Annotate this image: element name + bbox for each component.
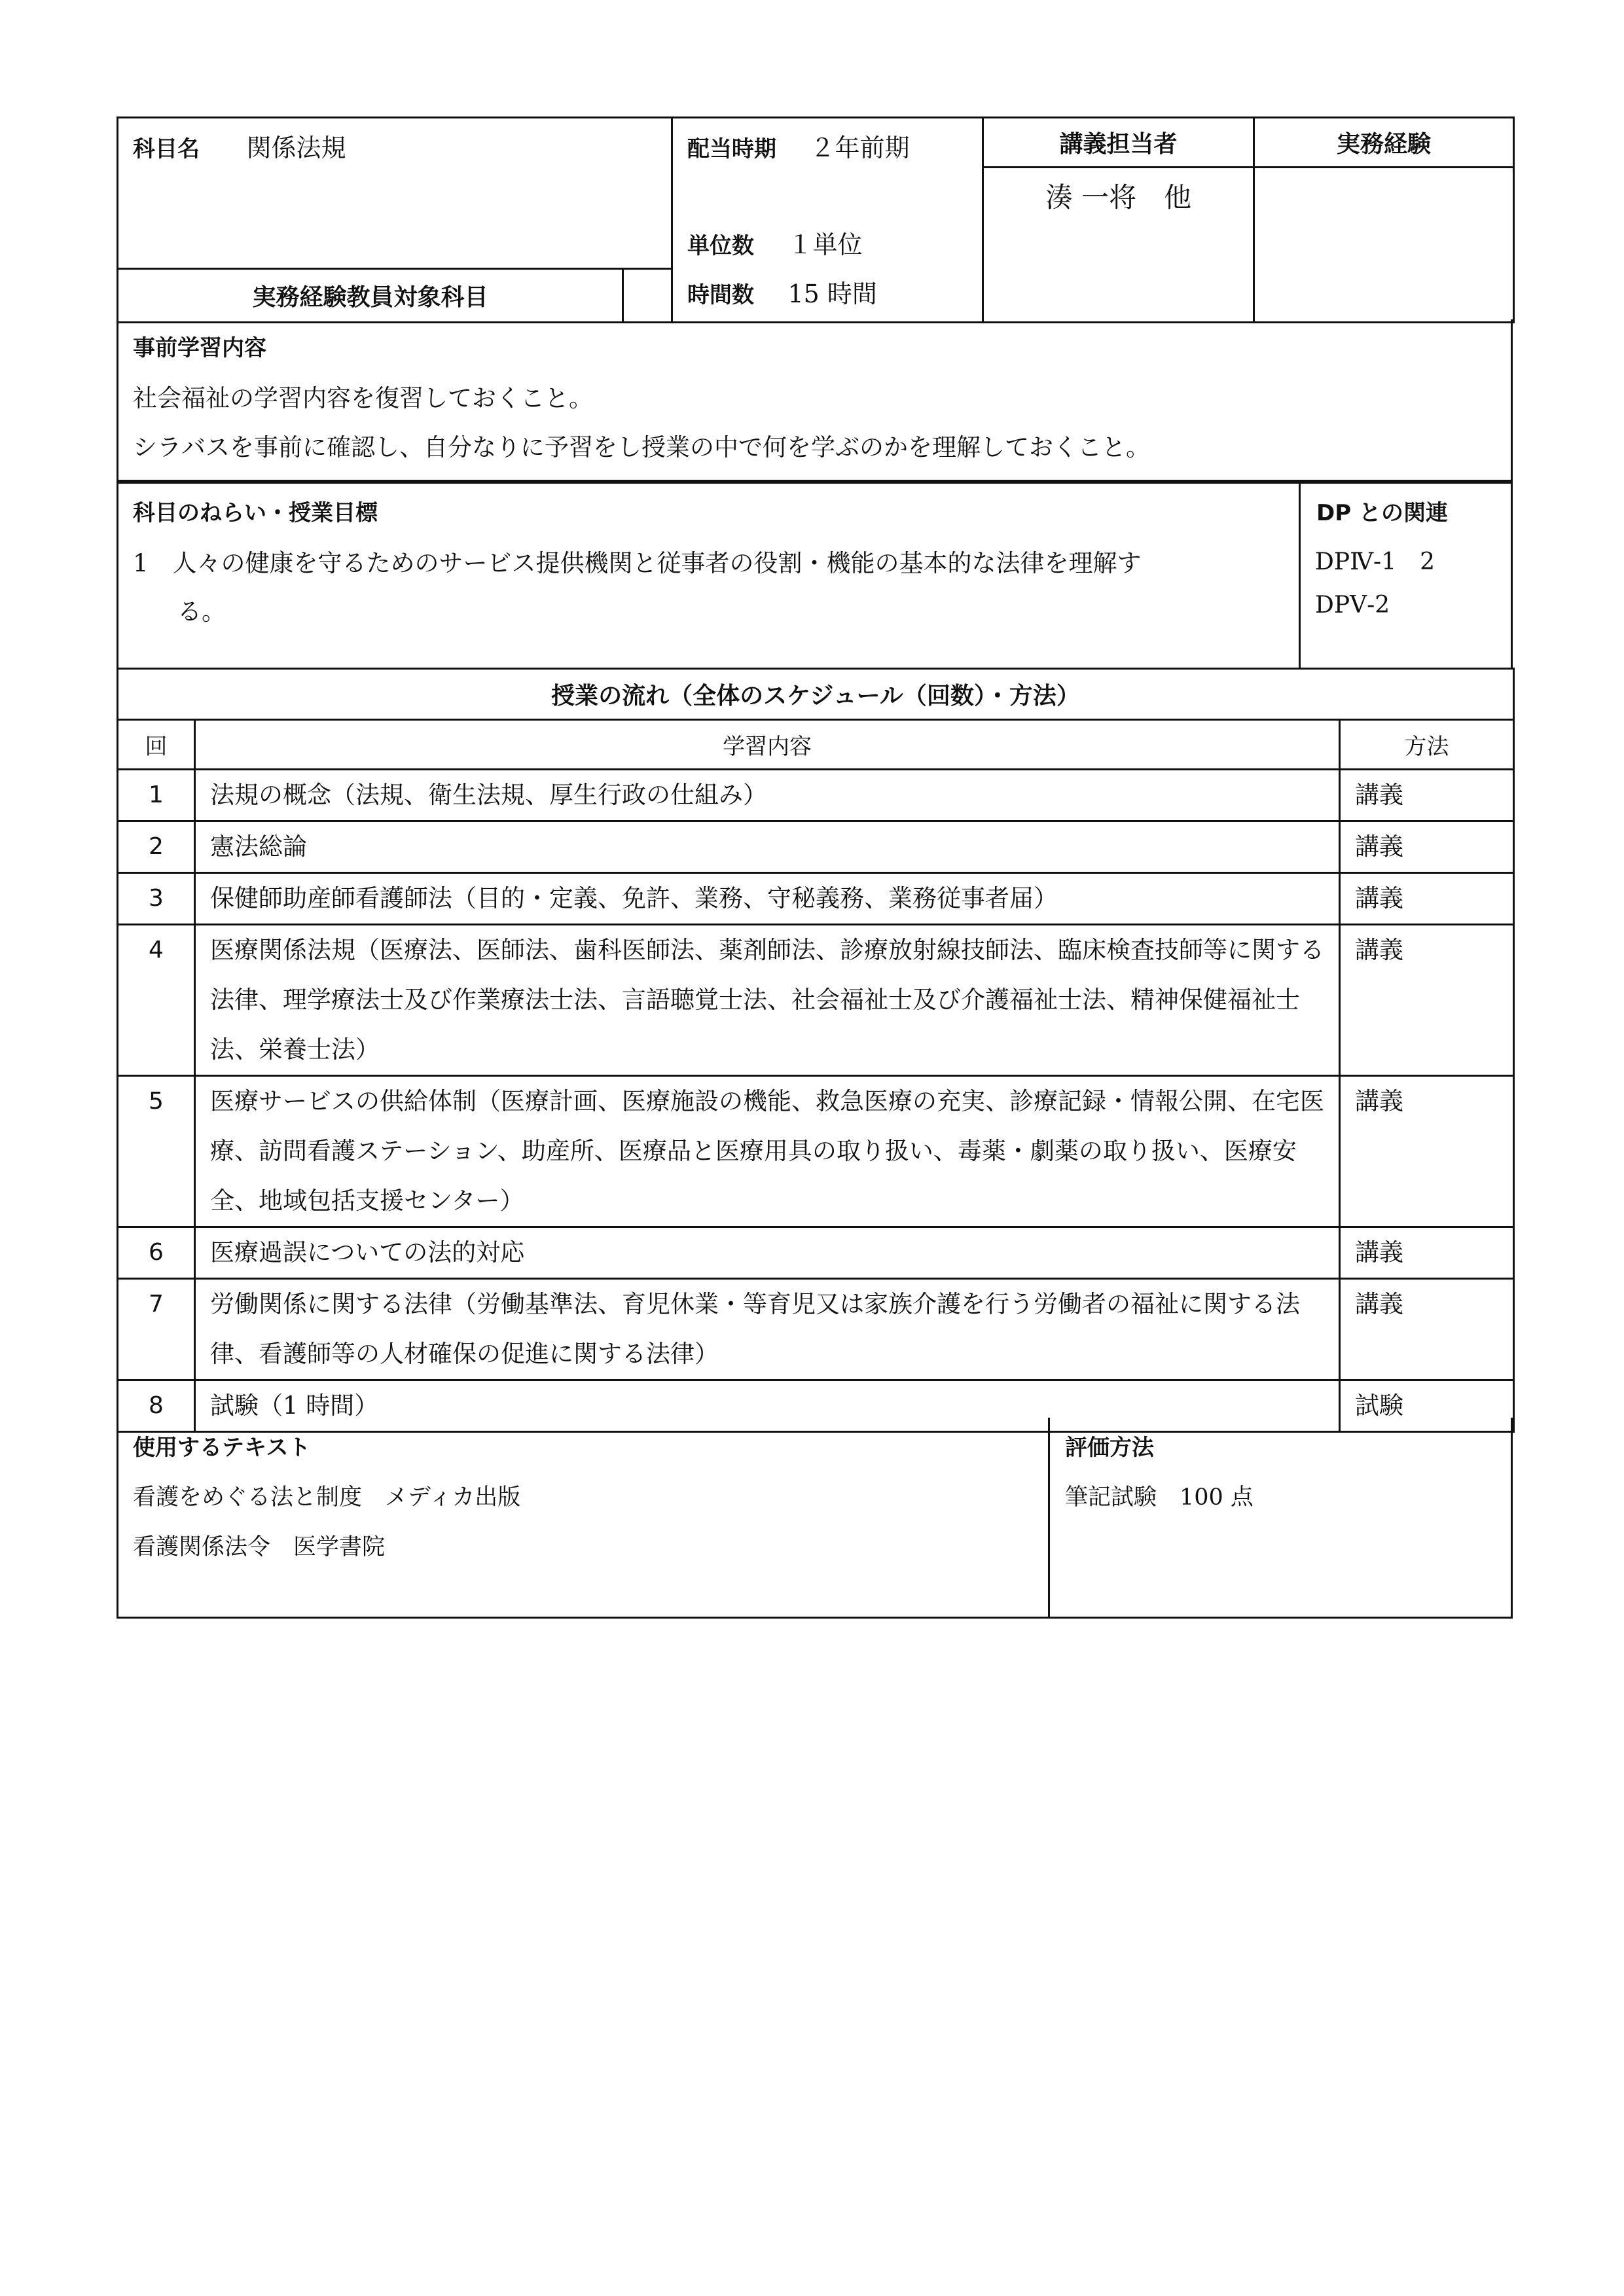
text-line-2: 看護関係法令 医学書院 [133, 1534, 386, 1560]
aims-divider [1299, 482, 1301, 668]
period-value: ２年前期 [810, 134, 910, 162]
row-method: 講義 [1340, 1279, 1514, 1380]
experience-value [1254, 168, 1514, 323]
row-no: 3 [118, 873, 195, 925]
schedule-table [117, 668, 1515, 1433]
row-no: 7 [118, 1279, 195, 1380]
period-units-hours-cell [672, 118, 983, 323]
row-content: 医療過誤についての法的対応 [195, 1227, 1340, 1279]
units-label: 単位数 [687, 233, 754, 259]
prestudy-block [117, 319, 1513, 482]
header-content: 学習内容 [195, 720, 1340, 770]
header-no: 回 [118, 720, 195, 770]
period-label: 配当時期 [687, 136, 776, 162]
row-no: 1 [118, 770, 195, 821]
header-block [117, 117, 1513, 323]
dp-line-1: DPⅣ-1 2 [1315, 548, 1435, 575]
subject-value: 関係法規 [246, 134, 346, 162]
hours-label: 時間数 [687, 282, 754, 308]
table-row [118, 770, 1514, 821]
row-content: 労働関係に関する法律（労働基準法、育児休業・等育児又は家族介護を行う労働者の福祉に関する法律、看護師等の人材確保の促進に関する法律） [195, 1279, 1340, 1380]
row-content: 医療関係法規（医療法、医師法、歯科医師法、薬剤師法、診療放射線技師法、臨床検査技師等に関する法律、理学療法士及び作業療法士法、言語聴覚士法、社会福祉士及び介護福祉士法、精神保健福祉士法、栄養士法） [195, 925, 1340, 1076]
text-line-1: 看護をめぐる法と制度 メディカ出版 [133, 1484, 521, 1511]
aims-block [117, 482, 1513, 670]
aims-text-1: 1 人々の健康を守るためのサービス提供機関と従事者の役割・機能の基本的な法律を理解す [133, 549, 1142, 577]
texts-eval-divider [1048, 1418, 1050, 1617]
texts-label: 使用するテキスト [133, 1435, 311, 1461]
row-no: 4 [118, 925, 195, 1076]
row-content: 法規の概念（法規、衛生法規、厚生行政の仕組み） [195, 770, 1340, 821]
row-content: 保健師助産師看護師法（目的・定義、免許、業務、守秘義務、業務従事者届） [195, 873, 1340, 925]
row-no: 2 [118, 821, 195, 873]
evaluation-label: 評価方法 [1065, 1435, 1154, 1461]
table-row [118, 873, 1514, 925]
row-method: 講義 [1340, 873, 1514, 925]
schedule-block [117, 668, 1513, 1433]
row-content: 試験（1 時間） [195, 1380, 1340, 1432]
row-method: 講義 [1340, 925, 1514, 1076]
instructor-label: 講義担当者 [983, 118, 1254, 168]
prestudy-label: 事前学習内容 [133, 335, 266, 361]
experience-label: 実務経験 [1254, 118, 1514, 168]
row-no: 6 [118, 1227, 195, 1279]
row-content: 憲法総論 [195, 821, 1340, 873]
row-no: 8 [118, 1380, 195, 1432]
table-row [118, 1227, 1514, 1279]
row-method: 講義 [1340, 1227, 1514, 1279]
aims-text-2: る。 [177, 598, 226, 626]
practical-label: 実務経験教員対象科目 [118, 269, 623, 323]
schedule-title: 授業の流れ（全体のスケジュール（回数）・方法） [118, 669, 1514, 720]
prestudy-line-2: シラバスを事前に確認し、自分なりに予習をし授業の中で何を学ぶのかを理解しておくこと。 [133, 433, 1150, 461]
header-table [117, 117, 1515, 323]
hours-value: 15 時間 [787, 279, 877, 308]
table-row [118, 1076, 1514, 1227]
prestudy-line-1: 社会福祉の学習内容を復習しておくこと。 [133, 384, 593, 412]
aims-label: 科目のねらい・授業目標 [133, 500, 378, 526]
table-row [118, 1279, 1514, 1380]
row-method: 講義 [1340, 821, 1514, 873]
row-method: 試験 [1340, 1380, 1514, 1432]
row-no: 5 [118, 1076, 195, 1227]
evaluation-text: 筆記試験 100 点 [1065, 1484, 1254, 1511]
texts-eval-block [117, 1418, 1513, 1619]
subject-label: 科目名 [133, 136, 200, 162]
row-method: 講義 [1340, 1076, 1514, 1227]
table-row [118, 925, 1514, 1076]
row-content: 医療サービスの供給体制（医療計画、医療施設の機能、救急医療の充実、診療記録・情報公開、在宅医療、訪問看護ステーション、助産所、医療品と医療用具の取り扱い、毒薬・劇薬の取り扱い、医療安全、地域包括支援センター） [195, 1076, 1340, 1227]
dp-label: DP との関連 [1316, 500, 1448, 526]
table-row [118, 821, 1514, 873]
header-method: 方法 [1340, 720, 1514, 770]
units-value: １単位 [787, 230, 863, 259]
subject-cell [118, 118, 672, 269]
practical-check [623, 269, 672, 323]
dp-line-2: DPⅤ-2 [1315, 592, 1390, 619]
instructor-value: 湊 一将 他 [983, 168, 1254, 323]
row-method: 講義 [1340, 770, 1514, 821]
